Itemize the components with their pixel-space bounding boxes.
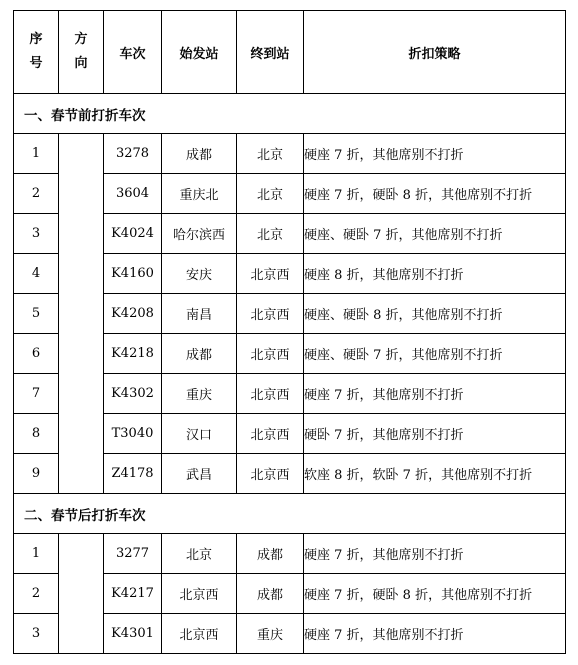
cell-policy: 硬座 8 折，其他席别不打折 [304, 254, 566, 294]
cell-train-no: K4301 [104, 614, 162, 654]
cell-destination: 北京西 [237, 334, 304, 374]
cell-direction [59, 534, 104, 654]
cell-train-no: Z4178 [104, 454, 162, 494]
cell-origin: 安庆 [162, 254, 237, 294]
cell-train-no: 3278 [104, 134, 162, 174]
cell-destination: 北京 [237, 134, 304, 174]
cell-destination: 北京 [237, 214, 304, 254]
section-title: 一、春节前打折车次 [14, 94, 566, 134]
cell-train-no: 3604 [104, 174, 162, 214]
cell-seq: 3 [14, 214, 59, 254]
cell-policy: 硬座 7 折，其他席别不打折 [304, 534, 566, 574]
cell-train-no: 3277 [104, 534, 162, 574]
cell-train-no: K4217 [104, 574, 162, 614]
section-title: 二、春节后打折车次 [14, 494, 566, 534]
cell-policy: 软座 8 折，软卧 7 折，其他席别不打折 [304, 454, 566, 494]
cell-destination: 北京西 [237, 374, 304, 414]
cell-policy: 硬座、硬卧 8 折，其他席别不打折 [304, 294, 566, 334]
cell-destination: 成都 [237, 534, 304, 574]
cell-train-no: K4024 [104, 214, 162, 254]
cell-origin: 重庆北 [162, 174, 237, 214]
cell-seq: 1 [14, 134, 59, 174]
cell-origin: 汉口 [162, 414, 237, 454]
table-row [14, 534, 566, 574]
cell-destination: 北京西 [237, 254, 304, 294]
cell-seq: 3 [14, 614, 59, 654]
section-row [14, 94, 566, 134]
cell-policy: 硬卧 7 折，其他席别不打折 [304, 414, 566, 454]
cell-origin: 成都 [162, 134, 237, 174]
cell-destination: 北京西 [237, 414, 304, 454]
cell-direction [59, 134, 104, 494]
cell-seq: 7 [14, 374, 59, 414]
cell-train-no: K4208 [104, 294, 162, 334]
cell-policy: 硬座 7 折，硬卧 8 折，其他席别不打折 [304, 174, 566, 214]
cell-policy: 硬座 7 折，其他席别不打折 [304, 614, 566, 654]
cell-train-no: T3040 [104, 414, 162, 454]
cell-train-no: K4218 [104, 334, 162, 374]
cell-seq: 1 [14, 534, 59, 574]
cell-origin: 北京 [162, 534, 237, 574]
cell-policy: 硬座、硬卧 7 折，其他席别不打折 [304, 214, 566, 254]
cell-origin: 武昌 [162, 454, 237, 494]
header-destination: 终到站 [237, 11, 304, 94]
cell-seq: 5 [14, 294, 59, 334]
cell-destination: 北京 [237, 174, 304, 214]
cell-seq: 6 [14, 334, 59, 374]
cell-train-no: K4160 [104, 254, 162, 294]
cell-seq: 8 [14, 414, 59, 454]
cell-policy: 硬座 7 折，其他席别不打折 [304, 374, 566, 414]
header-policy: 折扣策略 [304, 11, 566, 94]
cell-policy: 硬座 7 折，硬卧 8 折，其他席别不打折 [304, 574, 566, 614]
header-direction: 方 向 [59, 11, 104, 94]
cell-policy: 硬座、硬卧 7 折，其他席别不打折 [304, 334, 566, 374]
cell-destination: 北京西 [237, 454, 304, 494]
cell-origin: 北京西 [162, 614, 237, 654]
cell-destination: 重庆 [237, 614, 304, 654]
cell-seq: 4 [14, 254, 59, 294]
header-train-no: 车次 [104, 11, 162, 94]
cell-seq: 9 [14, 454, 59, 494]
cell-destination: 成都 [237, 574, 304, 614]
cell-origin: 北京西 [162, 574, 237, 614]
cell-origin: 哈尔滨西 [162, 214, 237, 254]
cell-train-no: K4302 [104, 374, 162, 414]
cell-origin: 成都 [162, 334, 237, 374]
cell-origin: 南昌 [162, 294, 237, 334]
header-seq: 序 号 [14, 11, 59, 94]
header-origin: 始发站 [162, 11, 237, 94]
cell-seq: 2 [14, 174, 59, 214]
table-body [14, 94, 566, 654]
table-header-row [14, 11, 566, 94]
section-row [14, 494, 566, 534]
cell-destination: 北京西 [237, 294, 304, 334]
cell-policy: 硬座 7 折，其他席别不打折 [304, 134, 566, 174]
table-row [14, 134, 566, 174]
cell-seq: 2 [14, 574, 59, 614]
cell-origin: 重庆 [162, 374, 237, 414]
train-discount-table [13, 10, 566, 654]
